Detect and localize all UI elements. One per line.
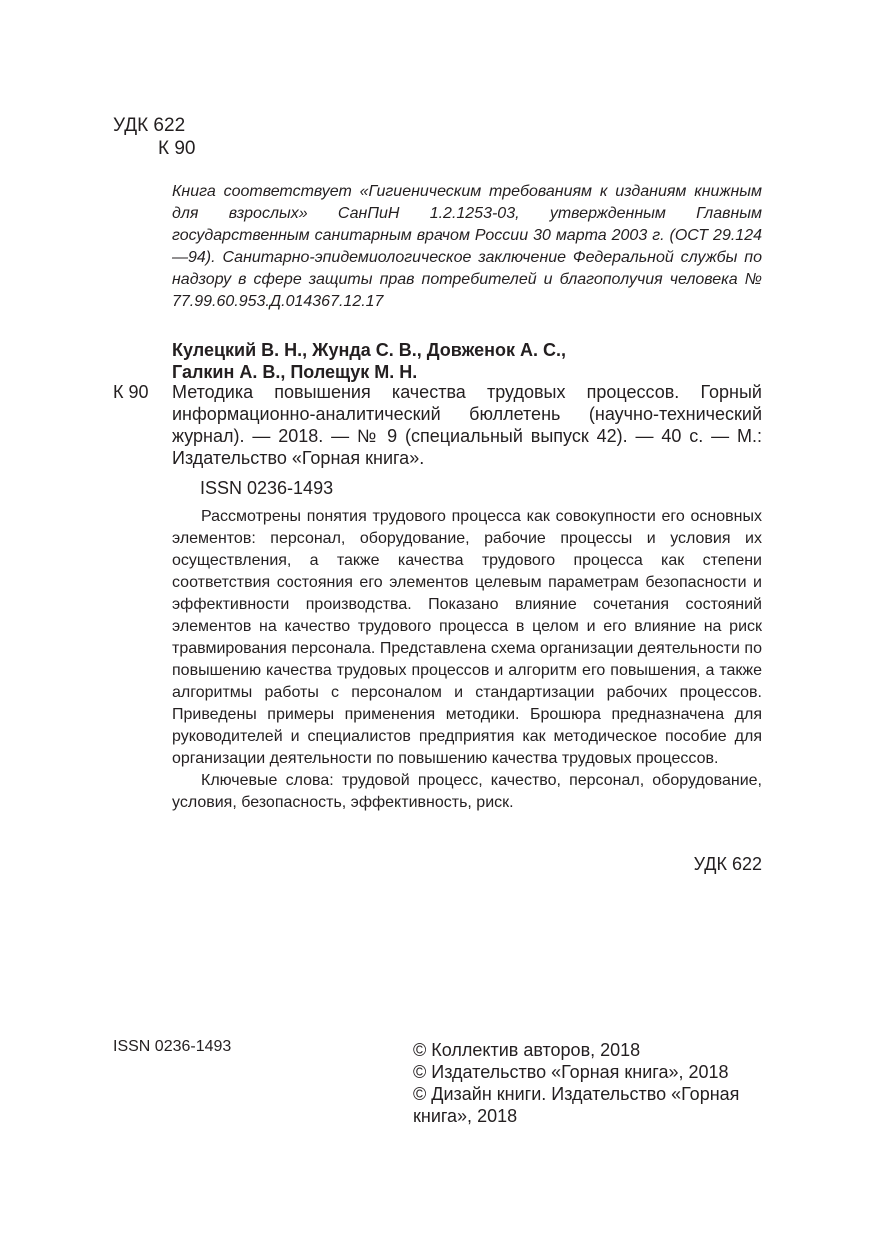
authors (172, 339, 762, 383)
udk-classification (113, 114, 195, 160)
copyright-publisher: © Издательство «Горная книга», 2018 (413, 1062, 729, 1082)
hygiene-notice: Книга соответствует «Гигиеническим требованиям к изданиям книжным для взрослых» СанПиН 1.2.1253-03, утвержденным Главным государственным санитарным врачом России 30 марта 2003 г. (ОСТ 29.124—94). Санитарно-эпидемиологическое заключение Федеральной службы по надзору в сфере защиты прав потребителей и благополучия человека № 77.99.60.953.Д.014367.12.17 (172, 183, 762, 310)
copyright-authors: © Коллектив авторов, 2018 (413, 1040, 641, 1060)
keywords: Ключевые слова: трудовой процесс, качество, персонал, оборудование, условия, безопасность, эффективность, риск. (172, 772, 762, 811)
author-mark: К 90 (158, 138, 196, 159)
abstract (172, 506, 762, 814)
authors-line-1: Кулецкий В. Н., Жунда С. В., Довженок А. С., (172, 340, 567, 360)
footer-issn: ISSN 0236-1493 (113, 1038, 232, 1055)
udk-code: УДК 622 (113, 115, 186, 136)
citation-text: Методика повышения качества трудовых процессов. Горный информационно-аналитический бюллетень (научно-технический журнал). — 2018. — № 9 (специальный выпуск 42). — 40 с. — М.: Издательство «Горная книга». (172, 382, 762, 468)
copyright-design: © Дизайн книги. Издательство «Горная книга», 2018 (413, 1084, 740, 1126)
abstract-paragraph: Рассмотрены понятия трудового процесса как совокупности его основных элементов: персонал, оборудование, рабочие процессы и условия их осуществления, а также качества трудового процесса как степени соответствия состояния его элементов целевым параметрам безопасности и эффективности производства. Показано влияние сочетания состояний элементов на качество трудового процесса в целом и его влияние на риск травмирования персонала. Представлена схема организации деятельности по повышению качества трудовых процессов и алгоритм его повышения, а также алгоритмы работы с персоналом и стандартизации рабочих процессов. Приведены примеры применения методики. Брошюра предназначена для руководителей и специалистов предприятия как методическое пособие для организации деятельности по повышению качества трудовых процессов. (172, 508, 762, 767)
udk-bottom: УДК 622 (693, 854, 762, 874)
authors-line-2: Галкин А. В., Полещук М. Н. (172, 362, 418, 382)
copyright-block (413, 1039, 763, 1127)
citation-author-mark: К 90 (113, 382, 149, 402)
citation-issn: ISSN 0236-1493 (200, 478, 334, 498)
